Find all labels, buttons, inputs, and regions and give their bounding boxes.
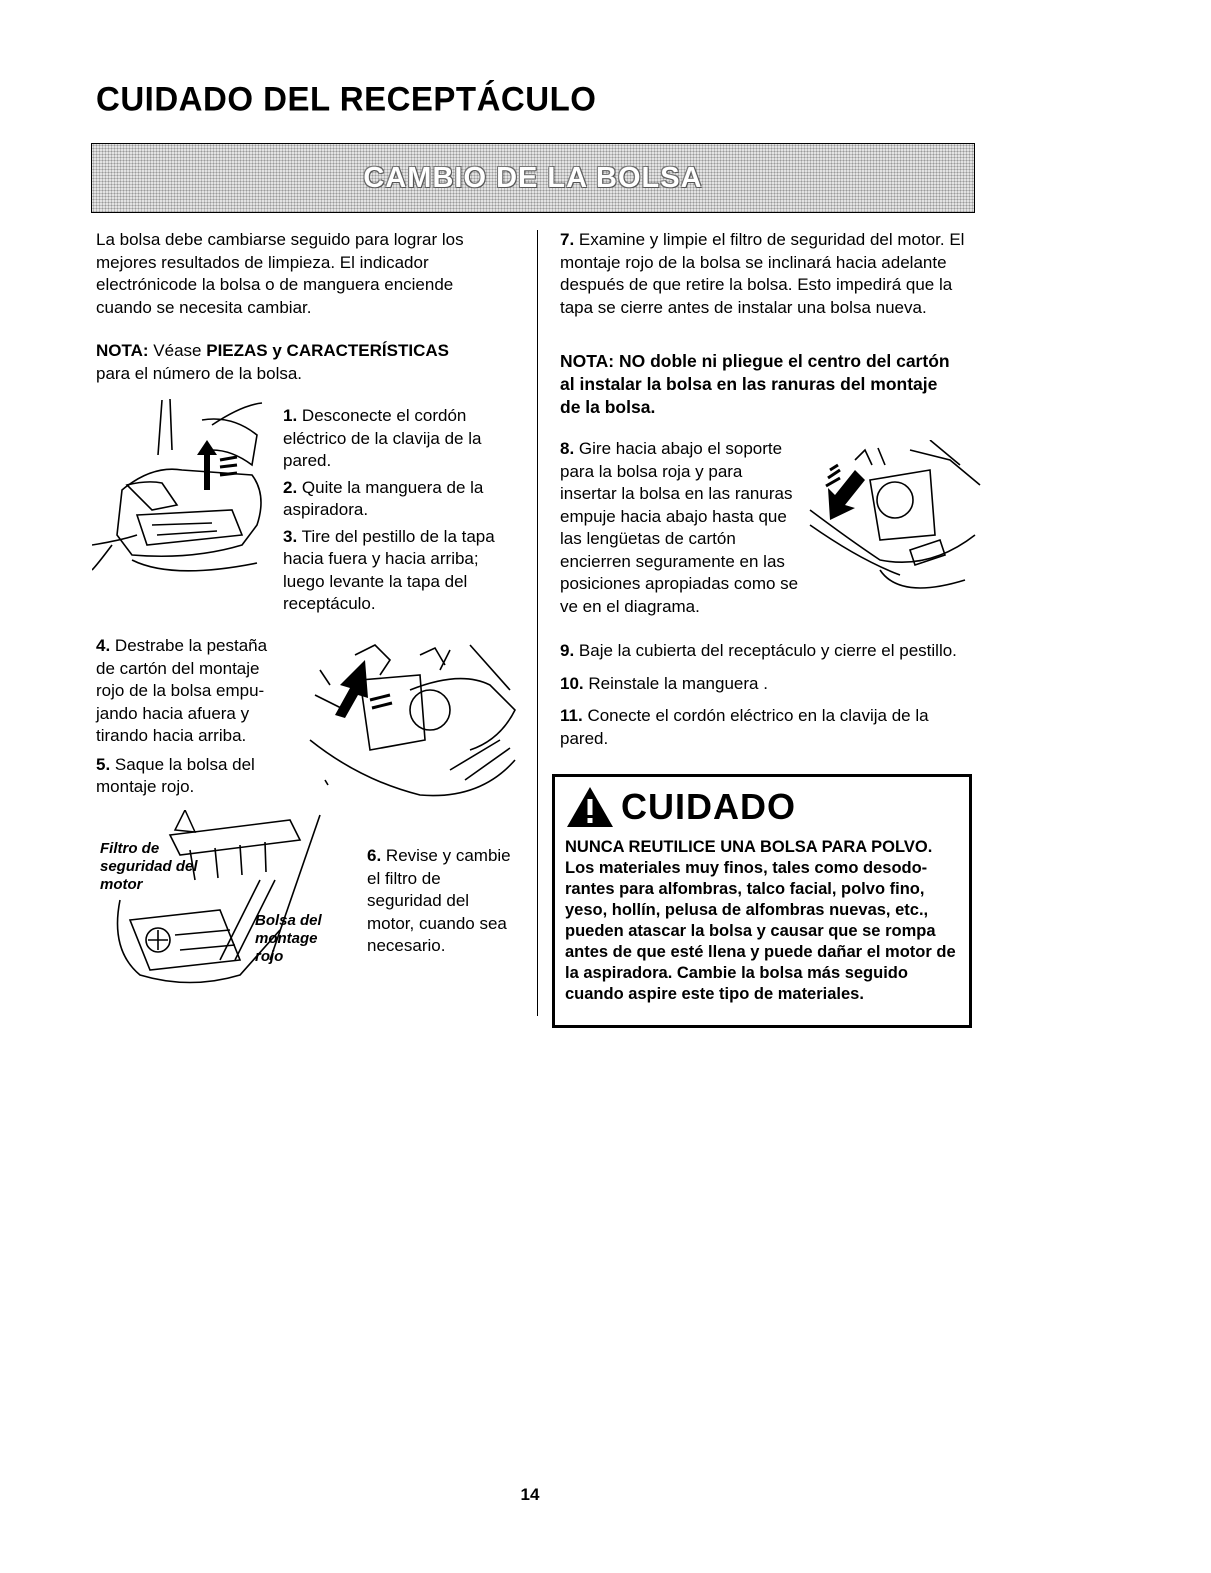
nota-see: Véase [153,341,202,360]
nota-paragraph [96,340,516,385]
page-title: CUIDADO DEL RECEPTÁCULO [96,79,597,118]
caution-body: NUNCA REUTILICE UNA BOLSA PARA POLVO. Los materiales muy finos, tales como desodo-rantes para alfombras, talco facial, polvo fino, yeso, hollín, pelusa de alfombras nuevas, etc., pueden atascar la bolsa y causar que se rompa antes de que esté llena y puede dañar el motor de la aspiradora. Cambie la bolsa más seguido cuando aspire este tipo de materiales. [565,838,956,1003]
step-1-text: Desconecte el cordón eléctrico de la clavija de la pared. [283,406,482,470]
step-5-num: 5. [96,754,111,774]
column-divider [537,230,538,1016]
step-10 [560,673,960,696]
step-2 [283,477,508,522]
step-9 [560,640,960,663]
step-10-num: 10. [560,673,584,693]
step-3 [283,526,508,616]
step-8 [560,438,800,618]
caution-box [552,774,972,1028]
step-2-text: Quite la manguera de la aspiradora. [283,477,484,519]
step-11 [560,705,960,750]
step-4 [96,635,286,748]
page-number: 14 [520,1485,540,1504]
open-lid-illustration [92,395,272,595]
remove-bag-illustration [300,640,520,800]
bag-mount-label: Bolsa del montage rojo [255,912,322,965]
step-1 [283,405,508,473]
step-8-num: 8. [560,439,575,458]
step-7 [560,229,970,319]
step-1-num: 1. [283,406,298,425]
steps-4-5 [96,635,286,799]
step-7-num: 7. [560,230,575,249]
nota-label: NOTA: [96,341,149,360]
caution-title: CUIDADO [621,786,796,827]
step-7-text: Examine y limpie el filtro de seguridad del motor. El montaje rojo de la bolsa se inclinará hacia adelante después de que retire la bolsa. Esto impedirá que la tapa se cierre antes de instalar una bolsa nueva. [560,230,965,317]
figure-open-lid [92,395,272,595]
step-2-num: 2. [283,477,298,497]
step-4-text: Destrabe la pestaña de cartón del montaje rojo de la bolsa empu-jando hacia afuera y tirando hacia arriba. [96,636,268,745]
step-10-text: Reinstale la manguera . [588,673,768,693]
step-9-num: 9. [560,641,575,660]
figure-insert-bag [800,440,985,600]
step-9-text: Baje la cubierta del receptáculo y cierre el pestillo. [578,641,957,660]
step-6 [367,845,517,958]
step-5 [96,754,286,799]
step-6-num: 6. [367,846,382,865]
intro-paragraph: La bolsa debe cambiarse seguido para lograr los mejores resultados de limpieza. El indicador electrónicode la bolsa o de manguera enciende cuando se necesita cambiar. [96,230,464,317]
nota-2: NOTA: NO doble ni pliegue el centro del cartón al instalar la bolsa en las ranuras del montaje de la bolsa. [560,351,950,417]
section-banner [91,143,975,213]
step-11-num: 11. [560,706,583,725]
step-11-text: Conecte el cordón eléctrico en la clavija de la pared. [560,706,929,748]
steps-1-3 [283,405,508,616]
section-banner-title: CAMBIO DE LA BOLSA [363,161,703,194]
caution-header [565,785,961,829]
step-5-text: Saque la bolsa del montaje rojo. [96,754,255,796]
steps-9-11 [560,640,960,750]
figure-filter [100,810,340,990]
step-6-text: Revise y cambie el filtro de seguridad del motor, cuando sea necesario. [367,846,511,955]
filter-label: Filtro de seguridad del motor [100,840,198,893]
step-8-text: Gire hacia abajo el soporte para la bolsa roja y para insertar la bolsa en las ranuras empuje hacia abajo hasta que las lengüetas de cartón encierren seguramente en las posiciones apropiadas como se ve en el diagrama. [560,439,799,616]
insert-bag-illustration [800,440,985,600]
nota-bold: PIEZAS y CARACTERÍSTICAS [206,341,449,360]
figure-remove-bag [300,640,520,800]
step-3-text: Tire del pestillo de la tapa hacia fuera y hacia arriba; luego levante la tapa del receptáculo. [283,526,495,613]
nota-rest: para el número de la bolsa. [96,363,303,383]
step-3-num: 3. [283,526,298,546]
step-4-num: 4. [96,636,111,655]
warning-triangle-icon [565,785,615,829]
